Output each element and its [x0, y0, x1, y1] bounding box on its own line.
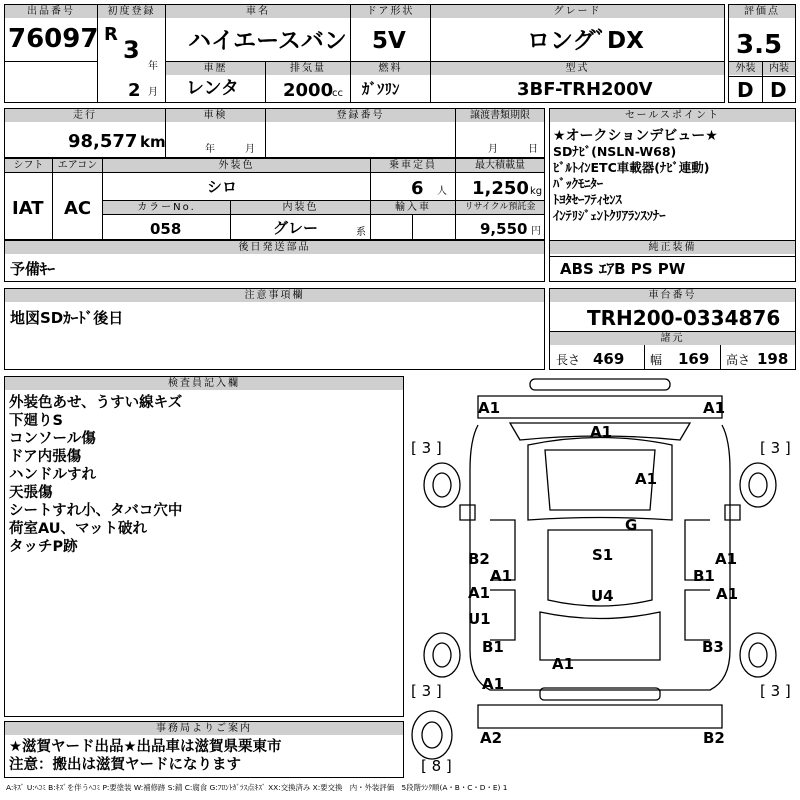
car-name-label: 車名: [166, 5, 350, 18]
transfer-day-unit: 日: [528, 144, 538, 155]
tire-rl-label: [ 3 ]: [411, 682, 442, 700]
notes-value: 地図SDｶｰﾄﾞ後日: [10, 309, 124, 327]
tire-fr-label: [ 3 ]: [760, 439, 791, 457]
damage-mark: A1: [715, 550, 738, 568]
damage-mark: B3: [702, 638, 724, 656]
recycle-fee: 9,550: [480, 220, 528, 238]
month-unit: 月: [148, 87, 158, 98]
transfer-month-unit: 月: [488, 144, 498, 155]
inspector-label: 検査員記入欄: [5, 377, 403, 390]
ac-label: エアコン: [53, 159, 102, 172]
notes-label: 注意事項欄: [5, 289, 544, 302]
spare-tire-label: [ 8 ]: [421, 757, 452, 775]
sales-points-label: セールスポイント: [550, 109, 795, 122]
grade: ロングﾞDX: [527, 28, 644, 54]
km-unit: km: [140, 133, 166, 151]
damage-mark: A1: [482, 675, 505, 693]
history-label: 車歴: [166, 62, 265, 75]
damage-mark: A1: [590, 423, 613, 441]
reg-year: 3: [123, 36, 140, 64]
door-label: ドア形状: [351, 5, 430, 18]
intcolor-label: 内装色: [231, 201, 370, 214]
list-item: ハンドルすれ: [9, 467, 96, 483]
inspector-list: [9, 394, 182, 556]
regno-label: 登録番号: [266, 109, 455, 122]
color: シロ: [207, 178, 238, 196]
tire-rr-label: [ 3 ]: [760, 682, 791, 700]
chassis-number: TRH200-0334876: [587, 306, 781, 330]
color-number: 058: [150, 220, 182, 238]
office-line: ★滋賀ヤード出品★出品車は滋賀県栗東市: [9, 739, 282, 755]
office-text: [9, 738, 282, 774]
damage-mark: B1: [693, 567, 715, 585]
equipment-value: ABS ｴｱB PS PW: [560, 260, 686, 278]
mileage: 98,577: [68, 131, 138, 152]
interior-color: グレー: [273, 219, 319, 237]
import-label: 輸入車: [371, 201, 455, 214]
model-label: 型式: [431, 62, 724, 75]
insp-month-unit: 月: [245, 144, 255, 155]
year-unit: 年: [148, 61, 158, 72]
int-grade: D: [770, 78, 787, 102]
length-label: 長さ: [556, 353, 581, 367]
list-item: タッチP跡: [9, 539, 78, 555]
list-item: ｲﾝﾃﾘｼﾞｪﾝﾄｸﾘｱﾗﾝｽｿﾅｰ: [553, 208, 666, 223]
damage-mark: B2: [468, 550, 490, 568]
shift: IAT: [12, 198, 44, 219]
length: 469: [593, 350, 625, 368]
ext-label: 外装: [729, 62, 762, 75]
list-item: 下廻りS: [9, 413, 63, 429]
list-item: ★オークションデビュー★: [553, 128, 718, 144]
damage-mark: A2: [480, 729, 503, 747]
damage-mark: B1: [482, 638, 504, 656]
grade-label: グレード: [431, 5, 724, 18]
damage-mark: U1: [468, 610, 491, 628]
first-reg-label: 初度登録: [98, 5, 165, 18]
colorno-label: カラーNo.: [103, 201, 230, 214]
load-label: 最大積載量: [456, 159, 544, 172]
height: 198: [757, 350, 789, 368]
intcolor-unit: 系: [356, 227, 366, 238]
damage-mark: A1: [635, 470, 658, 488]
dims-label: 諸元: [550, 332, 795, 345]
damage-mark: S1: [592, 546, 614, 564]
shift-label: シフト: [5, 159, 52, 172]
equipment-label: 純正装備: [550, 241, 795, 254]
cc-unit: cc: [332, 88, 343, 99]
list-item: シートすれ小、タバコ穴中: [9, 503, 183, 519]
displacement-label: 排気量: [266, 62, 350, 75]
fuel: ｶﾞｿﾘﾝ: [362, 80, 400, 98]
capacity: 6: [411, 178, 424, 199]
sales-points-list: [553, 128, 718, 224]
yen-unit: 円: [531, 226, 541, 237]
reg-month: 2: [128, 80, 141, 101]
damage-mark: A1: [716, 585, 739, 603]
office-line: 注意：搬出は滋賀ヤードになります: [9, 757, 241, 773]
max-load: 1,250: [472, 178, 529, 199]
damage-mark: B2: [703, 729, 725, 747]
score: 3.5: [736, 30, 783, 60]
office-label: 事務局よりご案内: [5, 722, 403, 735]
later-parts-value: 予備ｷｰ: [10, 260, 56, 278]
damage-mark: A1: [703, 399, 726, 417]
lot-number: 76097: [8, 24, 99, 54]
list-item: ﾊﾞｯｸﾓﾆﾀｰ: [553, 176, 604, 191]
mileage-label: 走行: [5, 109, 165, 122]
list-item: 荷室AU、マット破れ: [9, 521, 147, 537]
ext-grade: D: [737, 78, 754, 102]
list-item: コンソール傷: [9, 431, 96, 447]
load-unit: kg: [530, 186, 543, 197]
damage-mark: U4: [591, 587, 614, 605]
list-item: SDﾅﾋﾞ(NSLN-W68): [553, 144, 677, 159]
ac: AC: [64, 198, 92, 219]
inspection-label: 車検: [166, 109, 265, 122]
list-item: ﾄﾖﾀｾｰﾌﾃｨｾﾝｽ: [553, 192, 622, 207]
car-name: ハイエースバン: [188, 28, 347, 54]
damage-mark: A1: [478, 399, 501, 417]
later-parts-label: 後日発送部品: [5, 241, 544, 254]
list-item: ﾋﾞﾙﾄｲﾝETC車載器(ﾅﾋﾞ連動): [553, 160, 710, 175]
history: レンタ: [186, 78, 239, 99]
legend: A:ｷｽﾞ U:ﾍｺﾐ B:ｷｽﾞを伴うﾍｺﾐ P:要塗装 W:補修跡 S:錆 C:腐食 G:ﾌﾛﾝﾄｶﾞﾗｽ点ｷｽﾞ XX:交換済み X:要交換 内・外装評価 5段階ﾗﾝｸ順(A・B・C・D・E) 1: [6, 783, 508, 792]
door-type: 5V: [372, 28, 406, 54]
transfer-label: 譲渡書類期限: [456, 109, 544, 122]
height-label: 高さ: [726, 353, 751, 367]
fuel-label: 燃料: [351, 62, 430, 75]
capacity-label: 乗車定員: [371, 159, 455, 172]
width-label: 幅: [650, 353, 663, 367]
insp-year-unit: 年: [205, 144, 215, 155]
displacement: 2000: [283, 80, 334, 101]
score-label: 評価点: [729, 5, 795, 18]
list-item: 外装色あせ、うすい線キズ: [9, 395, 183, 411]
era: R: [104, 24, 118, 45]
list-item: ドア内張傷: [9, 449, 82, 465]
chassis-label: 車台番号: [550, 289, 795, 302]
list-item: 天張傷: [9, 485, 53, 501]
lot-label: 出品番号: [5, 5, 97, 18]
damage-mark: A1: [468, 584, 491, 602]
color-label: 外装色: [103, 159, 370, 172]
damage-mark: A1: [490, 567, 513, 585]
width: 169: [678, 350, 710, 368]
damage-mark: A1: [552, 655, 575, 673]
int-label: 内装: [763, 62, 795, 75]
damage-mark: G: [625, 516, 638, 534]
recycle-label: リサイクル預託金: [456, 201, 544, 214]
tire-fl-label: [ 3 ]: [411, 439, 442, 457]
capacity-unit: 人: [437, 186, 447, 197]
model-code: 3BF-TRH200V: [517, 79, 653, 100]
